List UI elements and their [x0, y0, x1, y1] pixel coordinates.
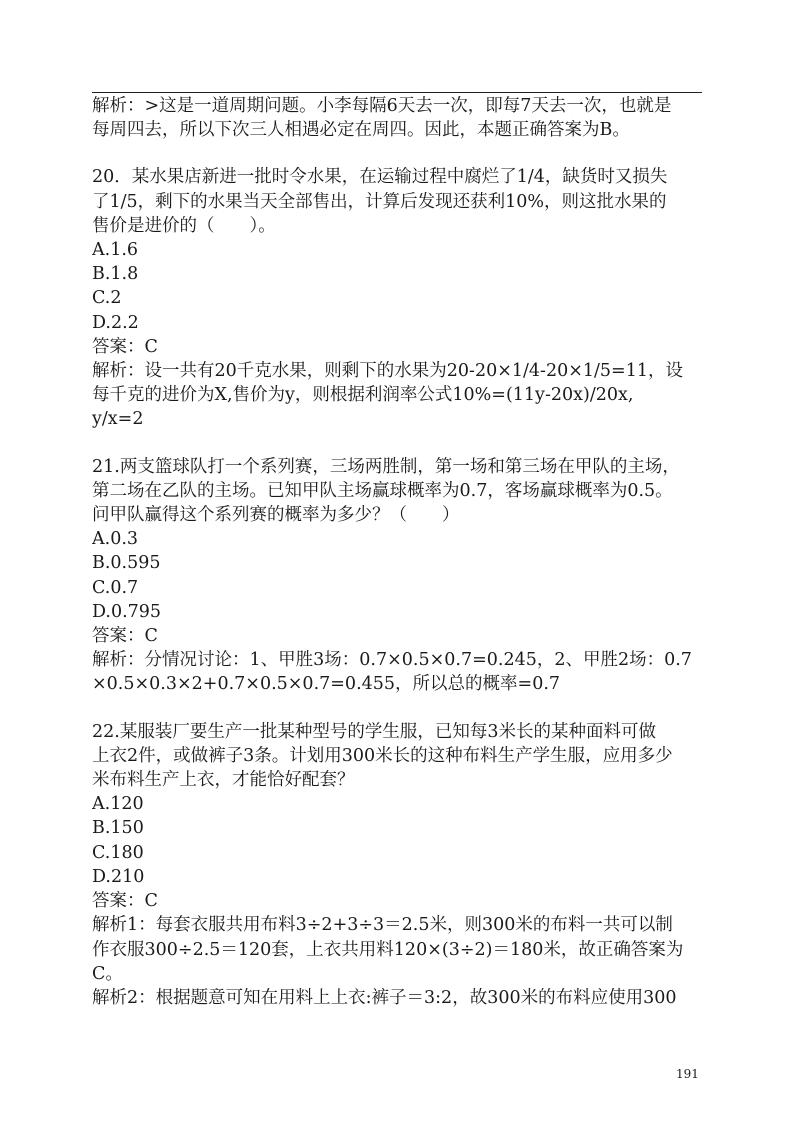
- option-a: A.1.6: [92, 240, 139, 261]
- analysis-line: 每千克的进价为X,售价为y，则根据利润率公式10%=(11y-20x)/20x,: [92, 385, 634, 406]
- question-line: 21.两支篮球队打一个系列赛，三场两胜制，第一场和第三场在甲队的主场，: [92, 456, 680, 477]
- question-line: 米布料生产上衣，才能恰好配套？: [92, 770, 355, 791]
- question-line: 售价是进价的（ ）。: [92, 215, 276, 236]
- answer: 答案：C: [92, 626, 158, 647]
- page-number: 191: [676, 1067, 699, 1081]
- question-line: 问甲队赢得这个系列赛的概率为多少？（ ）: [92, 505, 460, 526]
- analysis-line: 解析：>这是一道周期问题。小李每隔6天去一次，即每7天去一次，也就是: [92, 96, 672, 116]
- analysis-line: y/x=2: [92, 409, 144, 430]
- analysis-line: 作衣服300÷2.5＝120套，上衣共用料120×(3÷2)＝180米，故正确答案为: [92, 939, 684, 960]
- analysis-line: 解析1：每套衣服共用布料3÷2+3÷3＝2.5米，则300米的布料一共可以制: [92, 915, 673, 936]
- option-a: A.120: [92, 794, 144, 815]
- analysis-line: 解析：分情况讨论：1、甲胜3场：0.7×0.5×0.7=0.245，2、甲胜2场：0.7: [92, 650, 692, 671]
- question-line: 20．某水果店新进一批时令水果，在运输过程中腐烂了1/4，缺货时又损失: [92, 167, 668, 188]
- paragraph-gap: [92, 432, 702, 455]
- paragraph-gap: [92, 142, 702, 165]
- question-line: 上衣2件，或做裤子3条。计划用300米长的这种布料生产学生服，应用多少: [92, 745, 673, 766]
- analysis-line: ×0.5×0.3×2+0.7×0.5×0.7=0.455，所以总的概率=0.7: [92, 674, 561, 695]
- question-line: 第二场在乙队的主场。已知甲队主场赢球概率为0.7，客场赢球概率为0.5。: [92, 480, 673, 501]
- question-line: 22.某服装厂要生产一批某种型号的学生服，已知每3米长的某种面料可做: [92, 721, 656, 742]
- answer: 答案：C: [92, 336, 158, 357]
- question-line: 了1/5，剩下的水果当天全部售出，计算后发现还获利10%，则这批水果的: [92, 191, 667, 212]
- page-body: [92, 94, 702, 1010]
- question-21: [92, 455, 702, 697]
- paragraph-gap: [92, 697, 702, 720]
- question-22: [92, 720, 702, 1010]
- option-d: D.0.795: [92, 601, 162, 622]
- analysis-line: C。: [92, 963, 123, 984]
- option-b: B.150: [92, 818, 144, 839]
- option-c: C.180: [92, 842, 144, 863]
- option-a: A.0.3: [92, 529, 139, 550]
- answer: 答案：C: [92, 891, 158, 912]
- option-c: C.0.7: [92, 577, 139, 598]
- option-b: B.0.595: [92, 553, 161, 574]
- option-d: D.210: [92, 866, 145, 887]
- option-b: B.1.8: [92, 264, 139, 285]
- option-c: C.2: [92, 288, 122, 309]
- analysis-line: 解析：设一共有20千克水果，则剩下的水果为20-20×1/4-20×1/5=11，设: [92, 361, 683, 382]
- question-20: [92, 165, 702, 431]
- analysis-line: 解析2：根据题意可知在用料上上衣:裤子＝3:2，故300米的布料应使用300: [92, 987, 677, 1008]
- top-rule: [92, 92, 702, 93]
- analysis-line: 每周四去，所以下次三人相遇必定在周四。因此，本题正确答案为B。: [92, 120, 630, 141]
- option-d: D.2.2: [92, 312, 139, 333]
- q19-analysis: [92, 94, 702, 142]
